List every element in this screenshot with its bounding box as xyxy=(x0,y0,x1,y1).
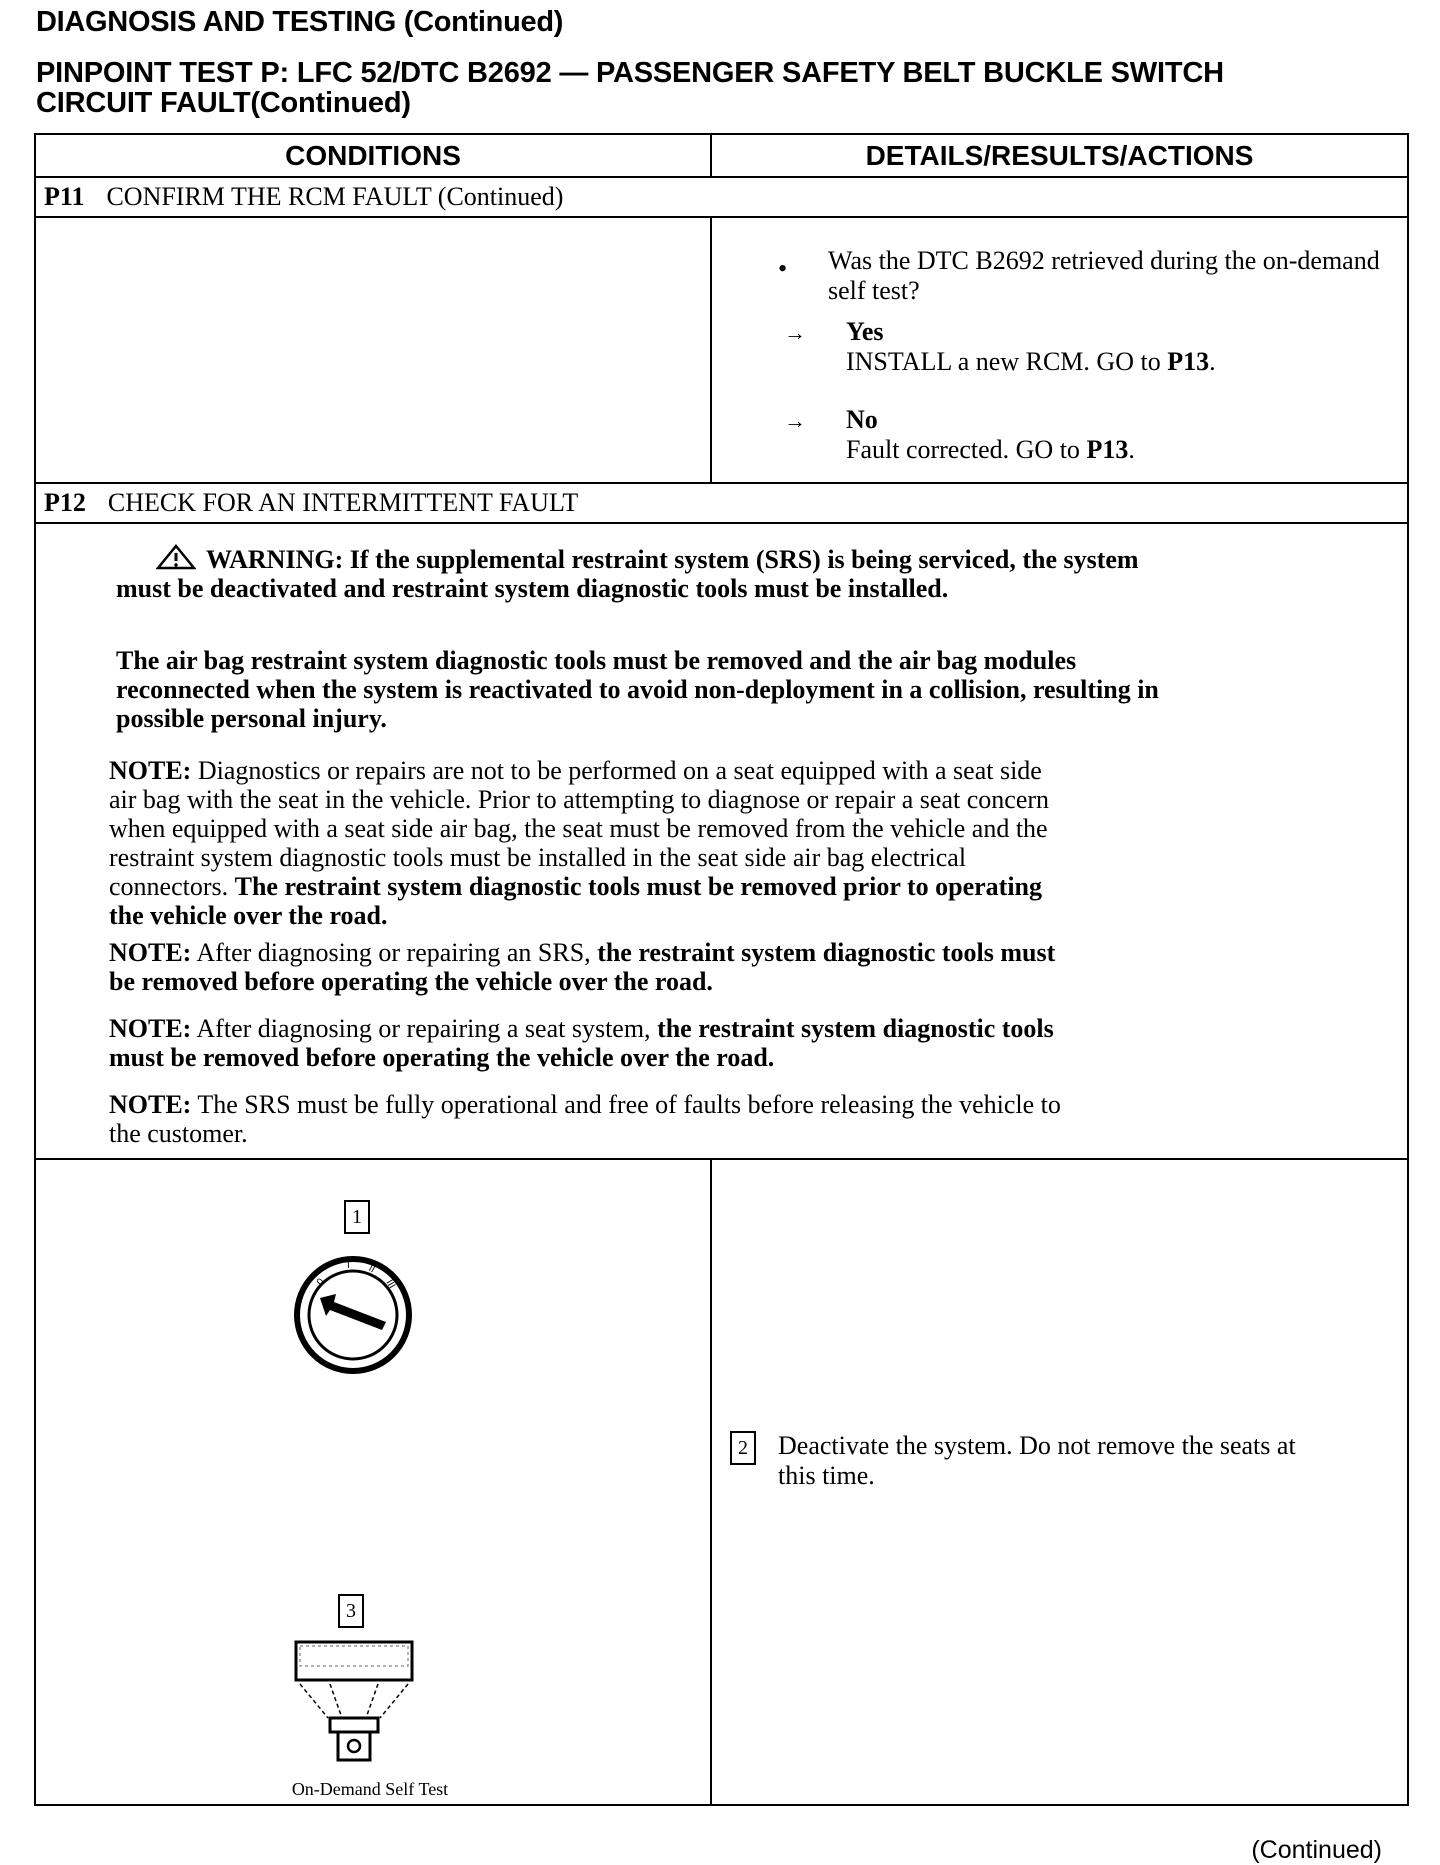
pinpoint-test-table xyxy=(34,133,1409,1806)
note-text: The SRS must be fully operational and free of faults before releasing the vehicle to xyxy=(191,1090,1061,1119)
note-text: After diagnosing or repairing an SRS, xyxy=(191,938,598,967)
step-p12-warnings xyxy=(35,523,1408,1159)
callout-1: 1 xyxy=(344,1200,370,1234)
note-1 xyxy=(109,756,1049,930)
note-label: NOTE: xyxy=(109,756,192,785)
step-p12-procedure xyxy=(35,1159,1408,1805)
note-label: NOTE: xyxy=(109,1090,192,1119)
note-text: the restraint system diagnostic tools xyxy=(657,1014,1054,1043)
note-text: air bag with the seat in the vehicle. Prior to attempting to diagnose or repair a seat concern xyxy=(109,785,1050,814)
note-3 xyxy=(109,1014,1054,1072)
position-1-label: I xyxy=(347,1260,350,1271)
answer-no-label: No xyxy=(846,405,878,434)
p11-conditions xyxy=(35,217,711,483)
note-label: NOTE: xyxy=(109,1014,192,1043)
punct: . xyxy=(1128,435,1135,464)
warning-text: possible personal injury. xyxy=(116,704,387,733)
warning-text: must be deactivated and restraint system diagnostic tools must be installed. xyxy=(116,574,949,603)
note-label: NOTE: xyxy=(109,938,192,967)
bullet: • xyxy=(778,254,788,283)
arrow-right-icon: → xyxy=(784,320,806,345)
instruction-text: Deactivate the system. Do not remove the seats at xyxy=(778,1431,1296,1460)
step-code: P12 xyxy=(44,488,86,517)
note-text: the vehicle over the road. xyxy=(109,901,388,930)
note-4 xyxy=(109,1090,1061,1148)
note-text: the restraint system diagnostic tools must xyxy=(597,938,1056,967)
col-details: DETAILS/RESULTS/ACTIONS xyxy=(711,134,1408,177)
note-text: be removed before operating the vehicle over the road. xyxy=(109,967,713,996)
step-p11-body xyxy=(35,217,1408,483)
test-title-line2: CIRCUIT FAULT(Continued) xyxy=(36,87,411,119)
answer-yes-label: Yes xyxy=(846,317,884,346)
note-text: connectors. xyxy=(109,872,235,901)
warning-paragraph xyxy=(116,544,1139,603)
page-title: DIAGNOSIS AND TESTING (Continued) xyxy=(36,6,564,38)
step-p12-heading xyxy=(35,483,1408,523)
warning-text: reconnected when the system is reactivated to avoid non-deployment in a collision, resulting in xyxy=(116,675,1159,704)
note-text: restraint system diagnostic tools must be installed in the seat side air bag electrical xyxy=(109,843,967,872)
test-title-line1: PINPOINT TEST P: LFC 52/DTC B2692 — PASSENGER SAFETY BELT BUCKLE SWITCH xyxy=(36,57,1224,89)
punct: . xyxy=(1209,347,1216,376)
step-title: CHECK FOR AN INTERMITTENT FAULT xyxy=(107,488,579,517)
note-text: The restraint system diagnostic tools must be removed prior to operating xyxy=(234,872,1043,901)
step-title: CONFIRM THE RCM FAULT (Continued) xyxy=(106,182,564,211)
scan-tool-icon xyxy=(286,1638,426,1768)
note-text: After diagnosing or repairing a seat system, xyxy=(191,1014,658,1043)
answer-no-action xyxy=(846,435,1406,465)
step-2-instruction xyxy=(778,1431,1398,1491)
warning-text: WARNING: If the supplemental restraint system (SRS) is being serviced, the system xyxy=(206,545,1139,574)
position-0-label: 0 xyxy=(314,1276,327,1288)
goto-link[interactable]: P13 xyxy=(1086,435,1129,464)
ignition-switch-icon xyxy=(288,1250,418,1380)
table-header xyxy=(35,134,1408,177)
note-text: Diagnostics or repairs are not to be performed on a seat equipped with a seat side xyxy=(191,756,1042,785)
warning-triangle-icon xyxy=(156,544,196,570)
answer-no xyxy=(846,405,1406,465)
instruction-text: this time. xyxy=(778,1461,875,1490)
warning-text: The air bag restraint system diagnostic tools must be removed and the air bag modules xyxy=(116,646,1077,675)
callout-3: 3 xyxy=(338,1594,364,1628)
continued-label: (Continued) xyxy=(1251,1836,1382,1864)
position-2-label: II xyxy=(366,1263,377,1276)
answer-yes xyxy=(846,317,1406,377)
action-text: Fault corrected. GO to xyxy=(846,435,1087,464)
note-text: when equipped with a seat side air bag, the seat must be removed from the vehicle and the xyxy=(109,814,1048,843)
procedure-illustrations xyxy=(35,1159,711,1805)
p11-details xyxy=(711,217,1408,483)
goto-link[interactable]: P13 xyxy=(1167,347,1210,376)
position-3-label: III xyxy=(383,1278,398,1291)
step-p11-heading xyxy=(35,177,1408,217)
test-title xyxy=(36,58,1336,118)
p11-question: Was the DTC B2692 retrieved during the on-demand self test? xyxy=(828,246,1380,305)
step-code: P11 xyxy=(44,182,85,211)
action-text: INSTALL a new RCM. GO to xyxy=(846,347,1168,376)
note-text: must be removed before operating the vehicle over the road. xyxy=(109,1043,775,1072)
arrow-right-icon: → xyxy=(784,408,806,433)
col-conditions: CONDITIONS xyxy=(35,134,711,177)
procedure-actions xyxy=(711,1159,1408,1805)
image-caption: On-Demand Self Test xyxy=(291,1779,449,1799)
callout-2: 2 xyxy=(730,1431,756,1465)
note-text: the customer. xyxy=(109,1119,248,1148)
answer-yes-action xyxy=(846,347,1406,377)
note-2 xyxy=(109,938,1055,996)
warning-paragraph-2 xyxy=(116,646,1159,733)
warning-notes xyxy=(35,523,1408,1159)
